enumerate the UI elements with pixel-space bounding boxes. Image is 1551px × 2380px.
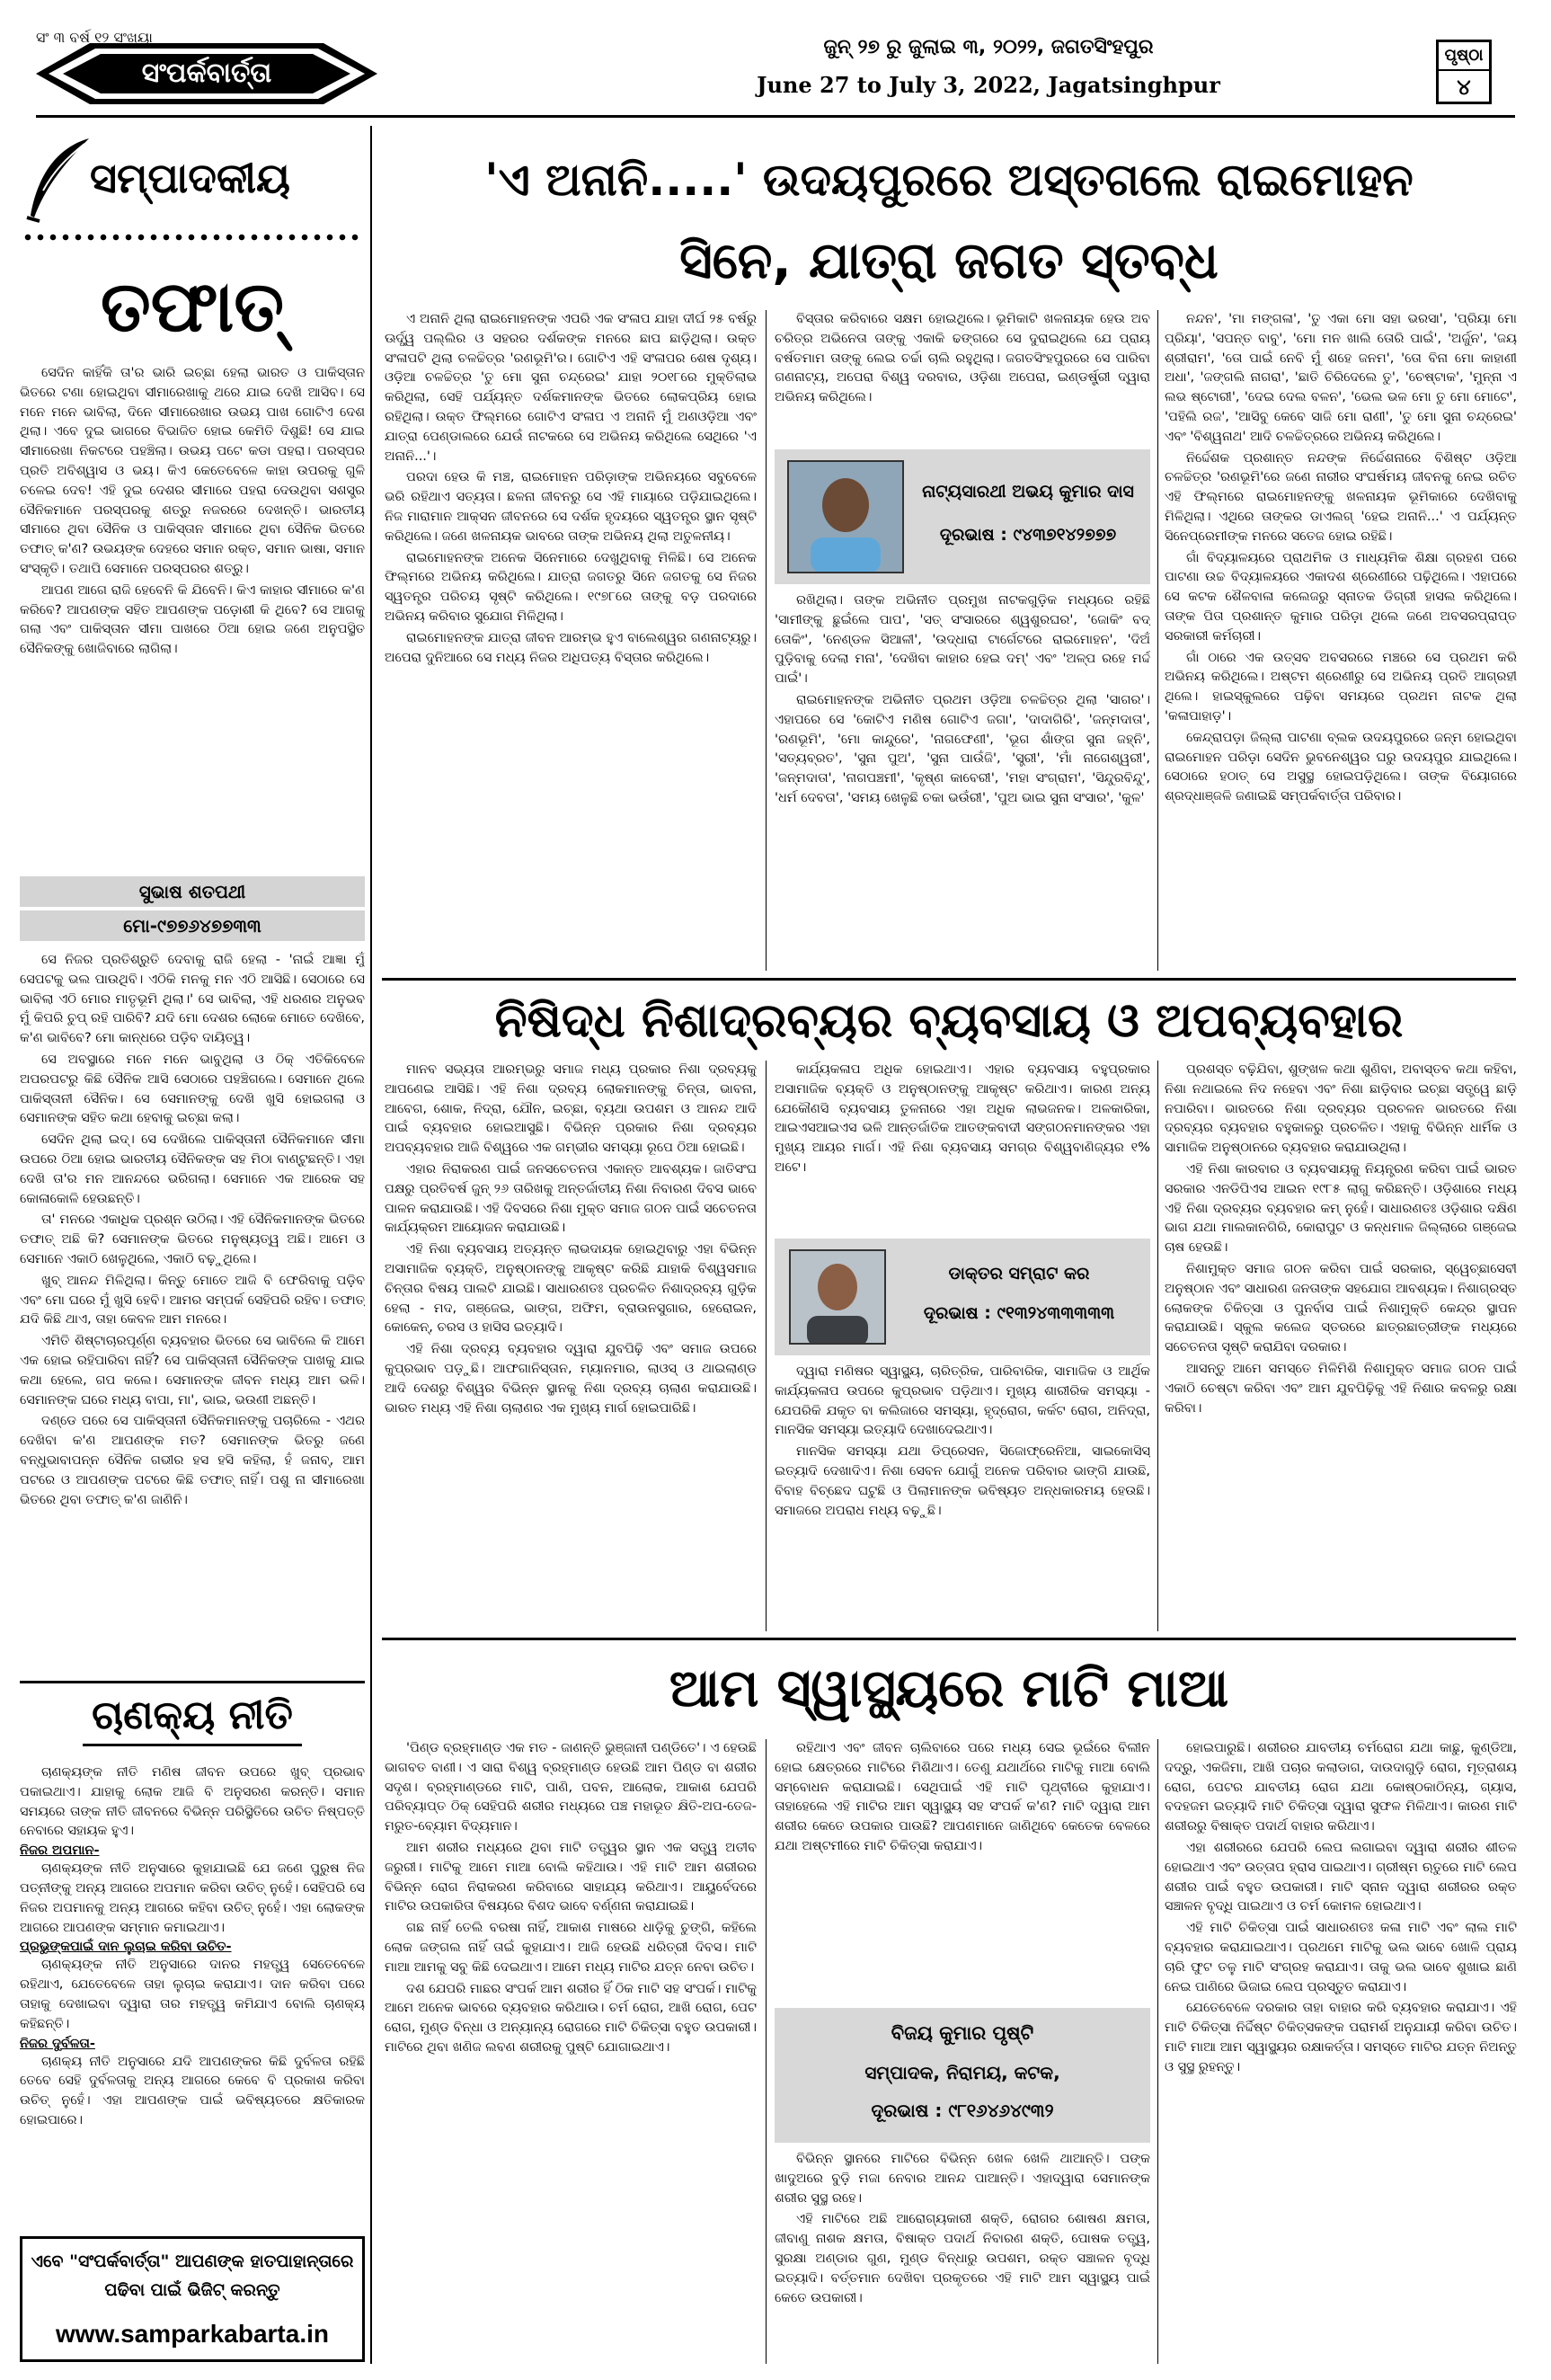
article1-headline-line2: ସିନେ, ଯାତ୍ରା ଜଗତ ସ୍ତବ୍ଧ: [679, 232, 1219, 290]
article1-column-2-top: [775, 310, 1150, 445]
issue-date-odia: ଜୁନ୍ ୨୭ ରୁ ଜୁଲାଇ ୩, ୨୦୨୨, ଜଗତସିଂହପୁର: [823, 36, 1154, 58]
issue-date-english: June 27 to July 3, 2022, Jagatsinghpur: [757, 72, 1220, 98]
article2-paragraph: ପ୍ରଶସ୍ତ ବଢ଼ିଯିବା, ଶୁଙ୍ଖଳ କଥା ଶୁଣିବା, ଅବାସ୍ତବ କଥା କହିବା, ନିଶା ନଥାଇଲେ ନିଦ ନହେବା ଏବଂ ନିଶା ଛାଡ଼ିବାର ଇଚ୍ଛା ସତ୍ତ୍ୱେ ଛାଡ଼ି ନପାରିବା। ଭାରତରେ ନିଶା ଦ୍ରବ୍ୟର ପ୍ରଚଳନ ଭାରତରେ ନିଶା ଦ୍ରବ୍ୟର ବ୍ୟବହାର ବହୁକାଳରୁ ପ୍ରଚଳିତ। ଏହାକୁ ବିଭିନ୍ନ ଧାର୍ମିକ ଓ ସାମାଜିକ ଅନୁଷ୍ଠାନରେ ବ୍ୟବହାର କରାଯାଉଥିଲା।: [1165, 1062, 1517, 1156]
article3-profile-box: [775, 2008, 1150, 2143]
chanakya-title: ଚାଣକ୍ୟ ନୀତି: [92, 1692, 293, 1738]
editorial-paragraph: ସେ ଅବସ୍ଥାରେ ମନେ ମନେ ଭାବୁଥିଲା ଓ ଠିକ୍ ଏତିକିବେଳେ ଅପରପଟରୁ କିଛି ସୈନିକ ଆସି ସେଠାରେ ପହଞ୍ଚିଗଲେ। ସେମାନେ ଥିଲେ ପାକିସ୍ତାନୀ ସୈନିକ। ସେ ସେମାନଙ୍କୁ ଦେଖି ଖୁସି ହୋଇଗଲା ଓ ସେମାନଙ୍କ ସହିତ କଥା ହେବାକୁ ଇଚ୍ଛା କଲା।: [20, 1052, 365, 1126]
article1-paragraph: ଏ ଅନାନି ଥିଲା ରାଇମୋହନଙ୍କ ଏପରି ଏକ ସଂଳାପ ଯାହା ଦୀର୍ଘ ୨୫ ବର୍ଷରୁ ଊର୍ଦ୍ଧ୍ୱ ପଲ୍ଲିର ଓ ସହରର ଦର୍ଶକଙ୍କ ମନରେ ଛାପ ଛାଡ଼ିଥିଲା। ଉକ୍ତ ସଂଳାପଟି ଥିଲା ଚଳଚ୍ଚିତ୍ର 'ରଣଭୂମି'ର। ଗୋଟିଏ ଏହି ସଂଳାପର ଶେଷ ଦୃଶ୍ୟ। ଓଡ଼ିଆ ଚଳଚ୍ଚିତ୍ର 'ତୁ ମୋ ସୁନା ଚନ୍ଦ୍ରେଇ' ଯାହା ୨୦୧୮ରେ ମୁକ୍ତିଲାଭ କରିଥିଲା, ସେହି ପର୍ଯ୍ୟନ୍ତ ଦର୍ଶକମାନଙ୍କ ଭିତରେ ଲୋକପ୍ରିୟ ହୋଇ ରହିଥିଲା। ଉକ୍ତ ଫିଲ୍ମରେ ଗୋଟିଏ ସଂଳାପ ଏ ଅନାନି ମୁଁ ଅଣଓଡ଼ିଆ ଏବଂ ଯାତ୍ରା ପେଣ୍ଡାଲରେ ଯେଉଁ ନାଟକରେ ସେ ଅଭିନୟ କରିଥିଲେ ସେଥିରେ 'ଏ ଅନାନି...'।: [385, 312, 757, 464]
profile1-name: ନାଟ୍ୟସାରଥୀ ଅଭୟ କୁମାର ଦାସ: [922, 482, 1134, 502]
editorial-paragraph: ସେଦିନ କାହିଁକି ତା'ର ଭାରି ଇଚ୍ଛା ହେଲା ଭାରତ ଓ ପାକିସ୍ତାନ ଭିତରେ ଟଣା ହୋଇଥିବା ସୀମାରେଖାକୁ ଥରେ ଯାଇ ଦେଖି ଆସିବ। ସେ ମନେ ମନେ ଭାବିଲା, ଦିନେ ସୀମାରେଖାର ଉଭୟ ପାଖ ଗୋଟିଏ ଦେଶ ଥିଲା। ଏବେ ଦୁଇ ଭାଗରେ ବିଭାଜିତ ହୋଇ କେମିତି ଦିଶୁଛି! ସେ ଯାଇ ସୀମାରେଖା ନିକଟରେ ପହଞ୍ଚିଲା। ଉଭୟ ପଟେ କଡା ପହରା। ପରସ୍ପର ପ୍ରତି ଅବିଶ୍ୱାସ ଓ ଭୟ। କିଏ କେତେବେଳେ କାହା ଉପରକୁ ଗୁଳି ଚଳେଇ ଦେବ! ଏହି ଦୁଇ ଦେଶର ସୀମାରେ ପହରା ଦେଉଥିବା ସଶସ୍ତ୍ର ସୈନିକମାନେ ପରସ୍ପରକୁ ଶତ୍ରୁ ନଜରରେ ଦେଖନ୍ତି। ଭାରତୀୟ ସୀମାରେ ଥିବା ସୈନିକ ଓ ପାକିସ୍ତାନ ସୀମାରେ ଥିବା ସୈନିକ ଭିତରେ ତଫାତ୍ କ'ଣ? ଉଭୟଙ୍କ ଦେହରେ ସମାନ ରକ୍ତ, ସମାନ ଭାଷା, ସମାନ ସଂସ୍କୃତି। ତଥାପି ସେମାନେ ପରସ୍ପରର ଶତ୍ରୁ।: [20, 366, 365, 576]
editorial-paragraph: ସେ ନିଜର ପ୍ରତିଶ୍ରୁତି ଦେବାକୁ ରାଜି ହେଲା - 'ନାଇଁ ଆଜ୍ଞା ମୁଁ ସେପଟକୁ ଭଲ ପାଉଥିବି। ଏଠିକି ମନକୁ ମନ ଏଠି ଆସିଛି। ସେଠାରେ ସେ ଭାବିଲା ଏଠି ମୋର ମାତୃଭୂମି ଥିଲା।' ସେ ଭାବିଲା, ଏହି ଧରଣର ଅନୁଭବ ମୁଁ କିପରି ଚୁପ୍ ରହି ପାରିବି? ଯଦି ମୋ ଦେଶର ଲୋକେ ମୋତେ ଦେଖିବେ, କ'ଣ ଭାବିବେ? ମୋ କାନ୍ଧରେ ପଡ଼ିବ ଦାୟିତ୍ୱ।: [20, 953, 365, 1046]
article2-column-2-top: [775, 1061, 1150, 1231]
profile2-phone: ଦୂରଭାଷ : ୯୧୩୨୪୩୩୩୩୩: [923, 1303, 1115, 1323]
chanakya-paragraph: ଚାଣକ୍ୟଙ୍କ ନୀତି ଅନୁସାରେ କୁହାଯାଇଛି ଯେ ଜଣେ ପୁରୁଷ ନିଜ ପତ୍ନୀଙ୍କୁ ଅନ୍ୟ ଆଗରେ ଅପମାନ କରିବା ଉଚିତ୍ ନୁହେଁ। ସେହିପରି ସେ ନିଜର ଅପମାନକୁ ଅନ୍ୟ ଆଗରେ କହିବା ଉଚିତ୍ ନୁହେଁ। ଏହା ଲୋକଙ୍କ ଆଗରେ ଆପଣଙ୍କ ସମ୍ମାନ କମାଇଥାଏ।: [20, 1861, 365, 1935]
article3-column-1: [385, 1739, 757, 2364]
masthead-rule: [36, 115, 1515, 118]
article2-paragraph: କାର୍ଯ୍ୟକଳାପ ଅଧିକ ହୋଇଥାଏ। ଏହାର ବ୍ୟବସାୟ ବହୁପ୍ରକାର ଅସାମାଜିକ ବ୍ୟକ୍ତି ଓ ଅନୁଷ୍ଠାନଙ୍କୁ ଆକୃଷ୍ଟ କରିଥାଏ। କାରଣ ଅନ୍ୟ ଯେକୌଣସି ବ୍ୟବସାୟ ତୁଳନାରେ ଏହା ଅଧିକ ଲାଭଜନକ। ଅଳକାରିକା, ଆଇଏସଆଇଏସ ଭଳି ଆନ୍ତର୍ଜାତିକ ଆତଙ୍କବାଦୀ ସଙ୍ଗଠନମାନଙ୍କର ଏହା ମୁଖ୍ୟ ଆୟର ମାର୍ଗ। ଏହି ନିଶା ବ୍ୟବସାୟ ସମଗ୍ର ବିଶ୍ୱବାଣିଜ୍ୟର ୧% ଅଟେ।: [775, 1062, 1150, 1175]
chanakya-paragraph: ଚାଣକ୍ୟଙ୍କ ନୀତି ମଣିଷ ଜୀବନ ଉପରେ ଖୁବ୍ ପ୍ରଭାବ ପକାଇଥାଏ। ଯାହାକୁ ଲୋକ ଆଜି ବି ଅନୁସରଣ କରନ୍ତି। ସମାନ ସମୟରେ ତାଙ୍କ ନୀତି ଜୀବନରେ ବିଭିନ୍ନ ପରିସ୍ଥିତିରେ ଉଚିତ ନିଷ୍ପତ୍ତି ନେବାରେ ସହାୟକ ହୁଏ।: [20, 1765, 365, 1839]
article1-paragraph: ନନ୍ଦନ', 'ମା ମଙ୍ଗଳା', 'ତୁ ଏକା ମୋ ସହା ଭରସା', 'ପ୍ରିୟା ମୋ ପ୍ରିୟା', 'ସପନ୍ତ ବାବୁ', 'ମୋ ମନ ଖାଲି ତୋରି ପାଇଁ', 'ଅର୍ଜୁନ', 'ଜୟ ଶ୍ରୀରାମ', 'ତୋ ପାଇଁ ନେବି ମୁଁ ଶହେ ଜନମ', 'ତୋ ବିନା ମୋ କାହାଣୀ ଅଧା', 'ଜଙ୍ଗଲି ନାଗରା', 'ଛାତି ଚିରିଦେଲେ ତୁ', 'ଚେଷ୍ଟାକ', 'ମୁନ୍ନା ଏ ଲଭ ଷ୍ଟୋରୀ', 'ଦେଇ ଦେଲ ବଳନ', 'ଭେଲ ଭଳ ମୋ ତୁ ମୋ ମୋଟେ', 'ପହିଲି ରଜ', 'ଆସିବୁ କେବେ ସାଜି ମୋ ରାଣୀ', 'ତୁ ମୋ ସୁନା ଚନ୍ଦ୍ରେଇ' ଏବଂ 'ବିଶ୍ୱନାଥ' ଆଦି ଚଳଚ୍ଚିତ୍ରରେ ଅଭିନୟ କରିଥିଲେ।: [1165, 312, 1517, 444]
editorial-author-phone: ମୋ-୯୭୭୬୪୭୭୩୩: [20, 910, 365, 941]
article3-headline: ଆମ ସ୍ୱାସ୍ଥ୍ୟରେ ମାଟି ମାଆ: [669, 1657, 1229, 1718]
person-photo-icon: [789, 462, 902, 572]
article2-column-3: [1165, 1061, 1517, 1631]
editorial-paragraph: ଏମିତି ଶିଷ୍ଟାଚାରପୂର୍ଣ୍ଣ ବ୍ୟବହାର ଭିତରେ ସେ ଭାବିଲେ କି ଆମେ ଏକ ହୋଇ ରହିପାରିବା ନାହିଁ? ସେ ପାକିସ୍ତାନୀ ସୈନିକଙ୍କ ପାଖକୁ ଯାଇ କଥା ହେଲେ, ଗପ କଲେ। ସେମାନଙ୍କ ଜୀବନ ମଧ୍ୟ ଆମ ଭଳି। ସେମାନଙ୍କ ଘରେ ମଧ୍ୟ ବାପା, ମା', ଭାଇ, ଭଉଣୀ ଅଛନ୍ତି।: [20, 1334, 365, 1408]
promo-line-2: ପଢିବା ପାଇଁ ଭିଜିଟ୍ କରନ୍ତୁ: [104, 2280, 280, 2300]
article3-paragraph: ଏହି ମାଟି ଚିକିତ୍ସା ପାଇଁ ସାଧାରଣତଃ କଳା ମାଟି ଏବଂ ଲାଲ ମାଟି ବ୍ୟବହାର କରାଯାଇଥାଏ। ପ୍ରଥମେ ମାଟିକୁ ଭଲ ଭାବେ ଖୋଳି ପ୍ରାୟ ଚାରି ଫୁଟ ତଳୁ ମାଟି ସଂଗ୍ରହ କରାଯାଏ। ତାକୁ ଭଲ ଭାବେ ଶୁଖାଇ ଛାଣି ନେଇ ପାଣିରେ ଭିଜାଇ ଲେପ ପ୍ରସ୍ତୁତ କରାଯାଏ।: [1165, 1921, 1517, 1994]
website-link[interactable]: www.samparkabarta.in: [56, 2320, 329, 2348]
article2-paragraph: ମାନସିକ ସମସ୍ୟା ଯଥା ଡିପ୍ରେସନ, ସିଜୋଫ୍ରେନିଆ, ସାଇକୋସିସ୍ ଇତ୍ୟାଦି ଦେଖାଦିଏ। ନିଶା ସେବନ ଯୋଗୁଁ ଅନେକ ପରିବାର ଭାଙ୍ଗି ଯାଉଛି, ବିବାହ ବିଚ୍ଛେଦ ଘଟୁଛି ଓ ପିଲାମାନଙ୍କ ଭବିଷ୍ୟତ ଅନ୍ଧକାରମୟ ହେଉଛି। ସମାଜରେ ଅପରାଧ ମଧ୍ୟ ବଢ଼ୁଛି।: [775, 1444, 1150, 1518]
editorial-body-bottom: [20, 951, 365, 1654]
page-number: ୪: [1457, 75, 1471, 100]
article2-paragraph: ଏହାର ନିରାକରଣ ପାଇଁ ଜନସଚେତନତା ଏକାନ୍ତ ଆବଶ୍ୟକ। ଜାତିସଂଘ ପକ୍ଷରୁ ପ୍ରତିବର୍ଷ ଜୁନ୍ ୨୬ ତାରିଖକୁ ଅନ୍ତର୍ଜାତୀୟ ନିଶା ନିବାରଣ ଦିବସ ଭାବେ ପାଳନ କରାଯାଉଛି। ଏହି ଦିବସରେ ନିଶା ମୁକ୍ତ ସମାଜ ଗଠନ ପାଇଁ ସଚେତନତା କାର୍ଯ୍ୟକ୍ରମ ଆୟୋଜନ କରାଯାଉଛି।: [385, 1161, 757, 1236]
profile-photo: [789, 1249, 886, 1345]
article3-paragraph: ଦଶ ଯେପରି ମାଛର ସଂପର୍କ ଆମ ଶରୀର ହିଁ ଠିକ ମାଟି ସହ ସଂପର୍କ। ମାଟିକୁ ଆମେ ଅନେକ ଭାବରେ ବ୍ୟବହାର କରିଥାଉ। ଚର୍ମ ରୋଗ, ଆଖି ରୋଗ, ପେଟ ରୋଗ, ମୁଣ୍ଡ ବିନ୍ଧା ଓ ଅନ୍ୟାନ୍ୟ ରୋଗରେ ମାଟି ଚିକିତ୍ସା ବହୁତ ଉପକାରୀ। ମାଟିରେ ଥିବା ଖଣିଜ ଲବଣ ଶରୀରକୁ ପୁଷ୍ଟି ଯୋଗାଇଥାଏ।: [385, 1981, 757, 2055]
article1-column-3: [1165, 310, 1517, 971]
article2-headline: ନିଷିଦ୍ଧ ନିଶାଦ୍ରବ୍ୟର ବ୍ୟବସାୟ ଓ ଅପବ୍ୟବହାର: [494, 994, 1404, 1048]
article2-column-1: [385, 1061, 757, 1631]
profile-photo: [787, 460, 904, 573]
masthead-logo-text: ସଂପର୍କବାର୍ତ୍ତା: [141, 58, 272, 89]
dotted-divider: [22, 234, 363, 241]
article3-paragraph: ରହିଥାଏ ଏବଂ ଜୀବନ ଚାଲିବାରେ ପରେ ମଧ୍ୟ ସେଇ ଭୂଇଁରେ ବିଲୀନ ହୋଇ କ୍ଷେତ୍ରରେ ମାଟିରେ ମିଶିଥାଏ। ତେଣୁ ଯଥାର୍ଥରେ ମାଟିକୁ ମାଆ ବୋଲି ସମ୍ବୋଧନ କରାଯାଇଛି। ସେଥିପାଇଁ ଏହି ମାଟି ପୃଥ୍ବୀରେ କୁହାଯାଏ। ତାହାହେଲେ ଏହି ମାଟିର ଆମ ସ୍ୱାସ୍ଥ୍ୟ ସହ ସଂପର୍କ କ'ଣ? ମାଟି ଦ୍ୱାରା ଆମ ଶରୀର କେତେ ଉପକାର ପାଉଛି? ଆପଣମାନେ ଜାଣିଥିବେ କେତେକ ବେଳରେ ଯଥା ଅଷ୍ଟମୀରେ ମାଟି ଚିକିତ୍ସା କରାଯାଏ।: [775, 1741, 1150, 1853]
chanakya-paragraph: ଚାଣକ୍ୟଙ୍କ ନୀତି ଅନୁସାରେ ଦାନର ମହତ୍ତ୍ୱ ସେତେବେଳେ ରହିଥାଏ, ଯେତେବେଳେ ତାହା ଲୁଚାଇ କରାଯାଏ। ଦାନ କରିବା ପରେ ତାହାକୁ ଦେଖାଇବା ଦ୍ୱାରା ତାର ମହତ୍ତ୍ୱ କମିଯାଏ ବୋଲି ଚାଣକ୍ୟ କହିଛନ୍ତି।: [20, 1958, 365, 2031]
profile3-title: ସମ୍ପାଦକ, ନିରାମୟ, କଟକ,: [864, 2062, 1060, 2083]
chanakya-title-box: [20, 1672, 365, 1753]
profile3-phone: ଦୂରଭାଷ : ୯୮୧୬୪୬୪୯୩୨: [871, 2100, 1054, 2121]
article1-paragraph: ରାଇମୋହନଙ୍କ ଯାତ୍ରା ଜୀବନ ଆରମ୍ଭ ହୁଏ ବାଲେଶ୍ୱର ଗଣନାଟ୍ୟରୁ। ଅପେରା ଦୁନିଆରେ ସେ ମଧ୍ୟ ନିଜର ଅଧିପତ୍ୟ ବିସ୍ତାର କରିଥିଲେ।: [385, 630, 757, 665]
article3-paragraph: ଗଛ ନାହିଁ ତେଲି ବରଷା ନାହିଁ, ଆକାଶ ମାଷରେ ଧାଡ଼ିକୁ ଚୁଙ୍ଗି, କହିଲେ ଲୋକ ଜଙ୍ଗଲ ନାହିଁ ତାଇଁ କୁହାଯାଏ। ଆଜି ହେଉଛି ଧରିତ୍ରୀ ଦିବସ। ମାଟି ମାଆ ଆମକୁ ସବୁ କିଛି ଦେଇଥାଏ। ଆମେ ମଧ୍ୟ ମାଟିର ଯତ୍ନ ନେବା ଉଚିତ।: [385, 1921, 757, 1975]
left-column-divider: [370, 126, 372, 2364]
article1-paragraph: ଗାଁ ଠାରେ ଏକ ଉତ୍ସବ ଅବସରରେ ମଞ୍ଚରେ ସେ ପ୍ରଥମ କରି ଅଭିନୟ କରିଥିଲେ। ଅଷ୍ଟମ ଶ୍ରେଣୀରୁ ସେ ଅଭିନୟ ପ୍ରତି ଆଗ୍ରହୀ ଥିଲେ। ହାଇସ୍କୁଲରେ ପଢ଼ିବା ସମୟରେ ପ୍ରଥମ ନାଟକ ଥିଲା 'କଳାପାହାଡ଼'।: [1165, 650, 1517, 724]
website-promo-box: [20, 2236, 365, 2362]
editorial-paragraph: ତା' ମନରେ ଏକାଧିକ ପ୍ରଶ୍ନ ଉଠିଲା। ଏହି ସୈନିକମାନଙ୍କ ଭିତରେ ତଫାତ୍ ଅଛି କି? ସେମାନଙ୍କ ଭିତରେ ମନୁଷ୍ୟତ୍ୱ ଅଛି। ଆମେ ଓ ସେମାନେ ଏକାଠି ଖେଳୁଥିଲେ, ଏକାଠି ବଢ଼ୁଥିଲେ।: [20, 1212, 365, 1266]
article1-paragraph: ପରଦା ହେଉ କି ମଞ୍ଚ, ରାଇମୋହନ ପରିଡ଼ାଙ୍କ ଅଭିନୟରେ ସବୁବେଳେ ଭରି ରହିଥାଏ ସତ୍ୟତା। ଛଳନା ଜୀବନରୁ ସେ ଏହି ମାୟାରେ ପଡ଼ିଯାଇଥିଲେ। ନିଜ ମାରାମାନ ଆକ୍ସନ ଜୀବନରେ ସେ ଦର୍ଶକ ହୃଦୟରେ ସ୍ୱତନ୍ତ୍ର ସ୍ଥାନ ସୃଷ୍ଟି କରିଥିଲେ। ଜଣେ ଖଳନାୟକ ଭାବରେ ତାଙ୍କ ଅଭିନୟ ଥିଲା ଅତୁଳନୀୟ।: [385, 470, 757, 544]
editorial-body-top: [20, 364, 365, 867]
article3-paragraph: ଯେତେବେଳେ ଦରକାର ତାହା ବାହାର କରି ବ୍ୟବହାର କରାଯାଏ। ଏହି ମାଟି ଚିକିତ୍ସା ନିର୍ଦ୍ଦିଷ୍ଟ ଚିକିତ୍ସକଙ୍କ ପରାମର୍ଶ ଅନୁଯାୟୀ କରିବା ଉଚିତ। ମାଟି ମାଆ ଆମ ସ୍ୱାସ୍ଥ୍ୟର ରକ୍ଷାକର୍ତ୍ତା। ସମସ୍ତେ ମାଟିର ଯତ୍ନ ନିଅନ୍ତୁ ଓ ସୁସ୍ଥ ରୁହନ୍ତୁ।: [1165, 2001, 1517, 2074]
article3-column-3: [1165, 1739, 1517, 2364]
article3-paragraph: ଏହା ଶରୀରରେ ଯେପରି ଲେପ ଲଗାଇବା ଦ୍ୱାରା ଶରୀର ଶୀତଳ ହୋଇଥାଏ ଏବଂ ଉତ୍ତାପ ହ୍ରାସ ପାଇଥାଏ। ଗ୍ରୀଷ୍ମ ଋତୁରେ ମାଟି ଲେପ ଶରୀର ପାଇଁ ବହୁତ ଉପକାରୀ। ମାଟି ସ୍ନାନ ଦ୍ୱାରା ଶରୀରର ରକ୍ତ ସଞ୍ଚାଳନ ବୃଦ୍ଧି ପାଇଥାଏ ଓ ଚର୍ମ କୋମଳ ହୋଇଥାଏ।: [1165, 1840, 1517, 1914]
article1-paragraph: ରଖିଥିଲା। ତାଙ୍କ ଅଭିନୀତ ପ୍ରମୁଖ ନାଟକଗୁଡ଼ିକ ମଧ୍ୟରେ ରହିଛି 'ସାମୀଙ୍କୁ ଛୁଇଁଲେ ପାପ', 'ସତ୍ ସଂସାରରେ ଶ୍ୱଶୁରଘର', 'ଜୋକିଂ ବଦ୍ ତୋକିଂ', 'ନେଣ୍ଡଳ ସିଆଳୀ', 'ଉଦ୍ଧାରା ଟାର୍ଗେଟରେ ରାଇମୋହନ', 'ଦିଅଁ ପୁଡ଼ିବାକୁ ଦେଲା ମନା', 'ଦେଖିବା କାହାର ହେଇ ଦମ୍' ଏବଂ 'ଅଳ୍ପ ରହେ ମର୍ଦ୍ଦ ପାଇଁ'।: [775, 593, 1150, 687]
chanakya-body: [20, 1763, 365, 2222]
article1-column-1: [385, 310, 757, 971]
editorial-paragraph: ସେଦିନ ଥିଲା ଇଦ୍। ସେ ଦେଖିଲେ ପାକିସ୍ତାନୀ ସୈନିକମାନେ ସୀମା ଉପରେ ଠିଆ ହୋଇ ଭାରତୀୟ ସୈନିକଙ୍କ ସହ ମିଠା ବାଣ୍ଟୁଛନ୍ତି। ଏହା ଦେଖି ତା'ର ମନ ଆନନ୍ଦରେ ଭରିଗଲା। ସେମାନେ ଏକ ଆରେକ ସହ କୋଳାକୋଳି ହେଉଛନ୍ତି।: [20, 1132, 365, 1206]
profile2-name: ଡାକ୍ତର ସମ୍ରାଟ କର: [948, 1264, 1090, 1283]
article3-paragraph: ଆମ ଶରୀର ମଧ୍ୟରେ ଥିବା ମାଟି ତତ୍ତ୍ୱର ସ୍ଥାନ ଏକ ସତ୍ତ୍ୱ ଅତୀବ ଜରୁରୀ। ମାଟିକୁ ଆମେ ମାଆ ବୋଲି କହିଥାଉ। ଏହି ମାଟି ଆମ ଶରୀରର ବିଭିନ୍ନ ରୋଗ ନିରାକରଣ କରିବାରେ ସାହାଯ୍ୟ କରିଥାଏ। ଆୟୁର୍ବେଦରେ ମାଟିର ଉପକାରିତା ବିଷୟରେ ବିଶଦ ଭାବେ ବର୍ଣ୍ଣନା କରାଯାଇଛି।: [385, 1840, 757, 1914]
article3-paragraph: ହୋଇପାରୁଛି। ଶରୀରର ଯାବତୀୟ ଚର୍ମରୋଗ ଯଥା କାଛୁ, କୁଣ୍ଡିଆ, ଦଦ୍ରୁ, ଏକଜିମା, ଆଖି ପଚାର କଲାଡାଗ, ଦାଉଦାଗୁଡ଼ି ରୋଗ, ମୂତ୍ରାଶୟ ରୋଗ, ପେଟର ଯାବତୀୟ ରୋଗ ଯଥା କୋଷ୍ଠକାଠିନ୍ୟ, ଗ୍ୟାସ, ବଦହଜମ ଇତ୍ୟାଦି ମାଟି ଚିକିତ୍ସା ଦ୍ୱାରା ସୁଫଳ ମିଳିଥାଏ। କାରଣ ମାଟି ଶରୀରରୁ ବିଷାକ୍ତ ପଦାର୍ଥ ବାହାର କରିଥାଏ।: [1165, 1741, 1517, 1834]
promo-line-1: ଏବେ "ସଂପର୍କବାର୍ତ୍ତା" ଆପଣଙ୍କ ହାତପାହାନ୍ତାରେ: [31, 2251, 354, 2271]
article1-headline-line1: 'ଏ ଅନାନି.....' ଉଦୟପୁରରେ ଅସ୍ତଗଲେ ରାଇମୋହନ: [484, 154, 1414, 206]
article3-paragraph: 'ପିଣ୍ଡ ବ୍ରହ୍ମାଣ୍ଡ ଏକ ମତ - ଜାଣନ୍ତି ଭୁଞ୍ଜାନୀ ପଣ୍ଡିତେ'। ଏ ହେଉଛି ଭାଗବତ ବାଣୀ। ଏ ସାରା ବିଶ୍ୱ ବ୍ରହ୍ମାଣ୍ଡ ହେଉଛି ଆମ ପିଣ୍ଡ ବା ଶରୀର ସଦୃଶ। ବ୍ରହ୍ମାଣ୍ଡରେ ମାଟି, ପାଣି, ପବନ, ଆଲୋକ, ଆକାଶ ଯେପରି ପରିବ୍ୟାପ୍ତ ଠିକ୍ ସେହିପରି ଶରୀର ମଧ୍ୟରେ ପଞ୍ଚ ମହାଭୂତ କ୍ଷିତି-ଅପ-ତେଜ-ମରୁତ-ବ୍ୟୋମ ବିଦ୍ୟମାନ।: [385, 1741, 757, 1834]
article2-paragraph: ମାନବ ସଭ୍ୟତା ଆରମ୍ଭରୁ ସମାଜ ମଧ୍ୟ ପ୍ରକାର ନିଶା ଦ୍ରବ୍ୟକୁ ଆପଣେଇ ଆସିଛି। ଏହି ନିଶା ଦ୍ରବ୍ୟ ଲୋକମାନଙ୍କୁ ଚିନ୍ତା, ଭାବନା, ଆବେଗ, ଶୋକ, ନିଦ୍ରା, ଯୌନ, ଇଚ୍ଛା, ବ୍ୟଥା ଉପଶମ ଓ ଆନନ୍ଦ ଆଦି ପାଇଁ ବ୍ୟବହାର ହୋଇଆସୁଛି। ବିଭିନ୍ନ ପ୍ରକାର ନିଶା ଦ୍ରବ୍ୟର ଅପବ୍ୟବହାର ଆଜି ବିଶ୍ୱରେ ଏକ ଗମ୍ଭୀର ସମସ୍ୟା ରୂପେ ଠିଆ ହୋଇଛି।: [385, 1062, 757, 1156]
article1-profile-box: [775, 449, 1150, 584]
article3-column-2-bottom: [775, 2150, 1150, 2364]
article1-paragraph: ନିର୍ଦ୍ଦେଶକ ପ୍ରଶାନ୍ତ ନନ୍ଦଙ୍କ ନିର୍ଦ୍ଦେଶନାରେ ବିଶିଷ୍ଟ ଓଡ଼ିଆ ଚଳଚ୍ଚିତ୍ର 'ରଣଭୂମି'ରେ ଜଣେ ନାରୀର ସଂଘର୍ଷମୟ ଜୀବନକୁ ନେଇ ରଚିତ ଏହି ଫିଲ୍ମରେ ରାଇମୋହନଙ୍କୁ ଖଳନାୟକ ଭୂମିକାରେ ଦେଖିବାକୁ ମିଳିଥିଲା। ଏଥିରେ ତାଙ୍କର ଡାଏଲଗ୍ 'ହେଇ ଅନାନି...' ଏ ପର୍ଯ୍ୟନ୍ତ ସିନେପ୍ରେମୀଙ୍କ ମନରେ ସତେଜ ହୋଇ ରହିଛି।: [1165, 450, 1517, 544]
person-photo-icon: [791, 1251, 884, 1343]
article3-paragraph: ଏହି ମାଟିରେ ଅଛି ଆରୋଗ୍ୟକାରୀ ଶକ୍ତି, ରୋଗର ଶୋଷଣ କ୍ଷମତା, ଜୀବାଣୁ ନାଶକ କ୍ଷମତା, ବିଷାକ୍ତ ପଦାର୍ଥ ନିବାରଣ ଶକ୍ତି, ପୋଷକ ତତ୍ତ୍ୱ, ସୁରକ୍ଷା ଅଣ୍ଡାର ଗୁଣ, ମୁଣ୍ଡ ବିନ୍ଧାରୁ ଉପଶମ, ରକ୍ତ ସଞ୍ଚାଳନ ବୃଦ୍ଧି ଇତ୍ୟାଦି। ବର୍ତ୍ତମାନ ଦେଖିବା ପ୍ରକୃତରେ ଏହି ମାଟି ଆମ ସ୍ୱାସ୍ଥ୍ୟ ପାଇଁ କେତେ ଉପକାରୀ।: [775, 2212, 1150, 2305]
article1-paragraph: ବିସ୍ତାର କରିବାରେ ସକ୍ଷମ ହୋଇଥିଲେ। ଭୂମିକାଟି ଖଳନାୟକ ହେଉ ଅବ ଚରିତ୍ର ଅଭିନେତା ତାଙ୍କୁ ଏକାକି ଢଙ୍ଗରେ ସେ ଦୁରାଇଥିଲେ ଯେ ପ୍ରାୟ ବର୍ଷତମାମ ତାଙ୍କୁ ଲେଇ ଚର୍ଚ୍ଚା ଚାଲି ରହୁଥିଲା। ଜଗତସିଂହପୁରରେ ସେ ପାରିବା ଗଣନାଟ୍ୟ, ଅପେରା ବିଶ୍ୱ ଦରବାର, ଓଡ଼ିଶା ଅପେରା, ଇଣ୍ଡର୍ଷ୍ଟ୍ରୀ ଦ୍ୱାରା ଅଭିନୟ କରିଥିଲେ।: [775, 312, 1150, 405]
chanakya-subhead: ନିଜର ଦୁର୍ବଳତା-: [20, 2036, 95, 2051]
article2-profile-box: [775, 1239, 1150, 1355]
page-label: ପୃଷ୍ଠା: [1439, 42, 1489, 71]
article2-paragraph: ଏହି ନିଶା କାରବାର ଓ ବ୍ୟବସାୟକୁ ନିୟନ୍ତ୍ରଣ କରିବା ପାଇଁ ଭାରତ ସରକାର ଏନଡିପିଏସ ଆଇନ ୧୯୮୫ ଲାଗୁ କରିଛନ୍ତି। ଓଡ଼ିଶାରେ ମଧ୍ୟ ଏହି ନିଶା ଦ୍ରବ୍ୟର ବ୍ୟବହାର କମ୍ ନୁହେଁ। ସାଧାରଣତଃ ଓଡ଼ିଶାର ଦକ୍ଷିଣ ଭାଗ ଯଥା ମାଲକାନଗିରି, କୋରାପୁଟ ଓ କନ୍ଧମାଳ ଜିଲ୍ଲାରେ ଗଞ୍ଜେଇ ଚାଷ ହେଉଛି।: [1165, 1161, 1517, 1256]
article2-paragraph: ନିଶାମୁକ୍ତ ସମାଜ ଗଠନ କରିବା ପାଇଁ ସରକାର, ସ୍ୱେଚ୍ଛାସେବୀ ଅନୁଷ୍ଠାନ ଏବଂ ସାଧାରଣ ଜନତାଙ୍କ ସହଯୋଗ ଆବଶ୍ୟକ। ନିଶାଗ୍ରସ୍ତ ଲୋକଙ୍କ ଚିକିତ୍ସା ଓ ପୁନର୍ବାସ ପାଇଁ ନିଶାମୁକ୍ତି କେନ୍ଦ୍ର ସ୍ଥାପନ କରାଯାଉଛି। ସ୍କୁଲ କଲେଜ ସ୍ତରରେ ଛାତ୍ରଛାତ୍ରୀଙ୍କ ମଧ୍ୟରେ ସଚେତନତା ସୃଷ୍ଟି କରାଯିବା ଦରକାର।: [1165, 1261, 1517, 1355]
editorial-paragraph: ଆପଣ ଆଗେ ରାଜି ହେବେନି କି ଯିବେନି। କିଏ କାହାର ସୀମାରେ କ'ଣ କରିବେ? ଆପଣଙ୍କ ସହିତ ଆପଣଙ୍କ ପଡ଼ୋଶୀ କି ଥିବେ? ସେ ଆଗକୁ ଗଲା ଏବଂ ପାକିସ୍ତାନ ସୀମା ପାଖରେ ଠିଆ ହୋଇ ଜଣେ ଅନୁପସ୍ଥିତ ସୈନିକଙ୍କୁ ଖୋଜିବାରେ ଲାଗିଲା।: [20, 582, 365, 657]
page-number-box: [1436, 40, 1492, 104]
profile1-phone: ଦୂରଭାଷ : ୯୪୩୭୧୪୨୭୭୭: [939, 525, 1117, 545]
chanakya-paragraph: ଚାଣକ୍ୟ ନୀତି ଅନୁସାରେ ଯଦି ଆପଣଙ୍କର କିଛି ଦୁର୍ବଳତା ରହିଛି ତେବେ ସେହି ଦୁର୍ବଳତାକୁ ଅନ୍ୟ ଆଗରେ କେବେ ବି ପ୍ରକାଶ କରିବା ଉଚିତ୍ ନୁହେଁ। ଏହା ଆପଣଙ୍କ ପାଇଁ ଭବିଷ୍ୟତରେ କ୍ଷତିକାରକ ହୋଇପାରେ।: [20, 2054, 365, 2127]
chanakya-subhead: ପ୍ରଭୁଙ୍କପାଇଁ ଦାନ ଲୁଚାଇ କରିବା ଉଚିତ-: [20, 1940, 232, 1955]
editorial-section-label: ସମ୍ପାଦକୀୟ: [90, 154, 290, 202]
chanakya-subhead: ନିଜର ଅପମାନ-: [20, 1843, 100, 1859]
masthead-tagline: ସଂ ୩ ବର୍ଷ ୧୨ ସଂଖ୍ୟା: [36, 29, 153, 46]
article1-paragraph: କେନ୍ଦ୍ରାପଡ଼ା ଜିଲ୍ଲା ପାଟଣା ବ୍ଲକ ଉଦୟପୁରରେ ଜନ୍ମ ହୋଇଥିବା ରାଇମୋହନ ପରିଡ଼ା ସେଦିନ ଭୁବନେଶ୍ୱର ଘରୁ ଉଦୟପୁର ଯାଇଥିଲେ। ସେଠାରେ ହଠାତ୍ ସେ ଅସୁସ୍ଥ ହୋଇପଡ଼ିଥିଲେ। ତାଙ୍କ ବିୟୋଗରେ ଶ୍ରଦ୍ଧାଞ୍ଜଳି ଜଣାଇଛି ସମ୍ପର୍କବାର୍ତ୍ତା ପରିବାର।: [1165, 730, 1517, 804]
article2-paragraph: ଏହି ନିଶା ଦ୍ରବ୍ୟ ବ୍ୟବହାର ଦ୍ୱାରା ଯୁବପିଢ଼ି ଏବଂ ସମାଜ ଉପରେ କୁପ୍ରଭାବ ପଡ଼ୁଛି। ଆଫଗାନିସ୍ତାନ, ମ୍ୟାନମାର, ଲାଓସ୍ ଓ ଥାଇଲାଣ୍ଡ ଆଦି ଦେଶରୁ ବିଶ୍ୱର ବିଭିନ୍ନ ସ୍ଥାନକୁ ନିଶା ଦ୍ରବ୍ୟ ଚାଲାଣ କରାଯାଉଛି। ଭାରତ ମଧ୍ୟ ଏହି ନିଶା ଚାଲାଣର ଏକ ମୁଖ୍ୟ ମାର୍ଗ ହୋଇପାରିଛି।: [385, 1342, 757, 1416]
article1-paragraph: ରାଇମୋହନଙ୍କ ଅନେକ ସିନେମାରେ ଦେଖୁଥିବାକୁ ମିଳିଛି। ସେ ଅନେକ ଫିଲ୍ମରେ ଅଭିନୟ କରିଥିଲେ। ଯାତ୍ରା ଜଗତରୁ ସିନେ ଜଗତକୁ ସେ ନିଜର ସ୍ୱତନ୍ତ୍ର ପରିଚୟ ସୃଷ୍ଟି କରିଥିଲେ। ୧୯୭୮ରେ ତାଙ୍କୁ ବଡ଼ ପରଦାରେ ଅଭିନୟ କରିବାର ସୁଯୋଗ ମିଳିଥିଲା।: [385, 550, 757, 624]
profile3-name: ବିଜୟ କୁମାର ପୃଷ୍ଟି: [891, 2022, 1034, 2044]
article2-paragraph: ଏହି ନିଶା ବ୍ୟବସାୟ ଅତ୍ୟନ୍ତ ଲାଭଦାୟକ ହୋଇଥିବାରୁ ଏହା ବିଭିନ୍ନ ଅସାମାଜିକ ବ୍ୟକ୍ତି, ଅନୁଷ୍ଠାନଙ୍କୁ ଆକୃଷ୍ଟ କରିଛି ଯାହାକି ବିଶ୍ୱସମାଜ ଚିନ୍ତାର ବିଷୟ ପାଲଟି ଯାଇଛି। ସାଧାରଣତଃ ପ୍ରଚଳିତ ନିଶାଦ୍ରବ୍ୟ ଗୁଡ଼ିକ ହେଲା - ମଦ, ଗଞ୍ଜେଇ, ଭାଙ୍ଗ, ଅଫିମ, ବ୍ରାଉନସୁଗାର, ହେରୋଇନ, କୋକେନ୍, ଚରସ ଓ ହାସିସ ଇତ୍ୟାଦି।: [385, 1242, 757, 1336]
editorial-paragraph: ଖୁବ୍ ଆନନ୍ଦ ମିଳିଥିଲା। କିନ୍ତୁ ମୋତେ ଆଜି ବି ଫେରିବାକୁ ପଡ଼ିବ ଏବଂ ମୋ ଘରେ ମୁଁ ଖୁସି ହେବି। ଆମର ସମ୍ପର୍କ ସେହିପରି ରହିବ। ତଫାତ୍ ଯଦି କିଛି ଥାଏ, ତାହା କେବଳ ଆମ ମନରେ।: [20, 1273, 365, 1328]
editorial-title: ତଫାତ୍: [101, 267, 284, 348]
article1-paragraph: ରାଇମୋହନଙ୍କ ଅଭିନୀତ ପ୍ରଥମ ଓଡ଼ିଆ ଚଳଚ୍ଚିତ୍ର ଥିଲା 'ସାଗର'। ଏହାପରେ ସେ 'କୋଟିଏ ମଣିଷ ଗୋଟିଏ ଜଗା', 'ଦାଦାଗିରି', 'ଜନ୍ମଦାତା', 'ରଣଭୂମି', 'ମୋ କାନ୍ଦୁରେ', 'ନାଗଫେଣୀ', 'ଭୂଗ ଶାଁଙ୍ଗ ସୁନା ଜହ୍ନି', 'ସତ୍ୟବ୍ରତ', 'ସୁନା ପୁଅ', 'ସୁନା ପାଉଁଜି', 'ସ୍ତ୍ରୀ', 'ମାଁ ନାଗେଶ୍ୱରୀ', 'ଜନ୍ମଦାତା', 'ନାଗପଞ୍ଚମୀ', 'କୃଷ୍ଣ କାବେରୀ', 'ମହା ସଂଗ୍ରାମ', 'ସିନ୍ଦୁରବିନ୍ଦୁ', 'ଧର୍ମ ଦେବତା', 'ସମୟ ଖେଳୁଛି ଚକା ଭଉଁରୀ', 'ପୁଅ ଭାଇ ସୁନା ସଂସାର', 'କୁଳ': [775, 692, 1150, 805]
article3-paragraph: ବିଭିନ୍ନ ସ୍ଥାନରେ ମାଟିରେ ବିଭିନ୍ନ ଖେଳ ଖେଳି ଥାଆନ୍ତି। ପଙ୍କ ଖାଦୁଅରେ ବୁଡ଼ି ମଜା ନେବାର ଆନନ୍ଦ ପାଆନ୍ତି। ଏହାଦ୍ୱାରା ସେମାନଙ୍କ ଶରୀର ସୁସ୍ଥ ରହେ।: [775, 2152, 1150, 2206]
masthead-logo: [36, 27, 377, 110]
editorial-paragraph: ଦଣ୍ଡେ ପରେ ସେ ପାକିସ୍ତାନୀ ସୈନିକମାନଙ୍କୁ ପଚାରିଲେ - ଏଥର ଦେଖିବା କ'ଣ ଆପଣଙ୍କ ମତ? ସେମାନଙ୍କ ଭିତରୁ ଜଣେ ବନ୍ଧୁଭାବାପନ୍ନ ସୈନିକ ଗଭୀର ହସ ହସି କହିଲା, ହଁ ଜନାବ୍, ଆମ ପଟରେ ଓ ଆପଣଙ୍କ ପଟରେ କିଛି ତଫାତ୍ ନାହିଁ। ପଶୁ ନା ସୀମାରେଖା ଭିତରେ ଥିବା ତଫାତ୍ କ'ଣ ଜାଣିନି।: [20, 1414, 365, 1507]
article2-column-2-bottom: [775, 1363, 1150, 1632]
article3-column-2-top: [775, 1739, 1150, 2000]
article2-paragraph: ଆସନ୍ତୁ ଆମେ ସମସ୍ତେ ମିଳିମିଶି ନିଶାମୁକ୍ତ ସମାଜ ଗଠନ ପାଇଁ ଏକାଠି ଚେଷ୍ଟା କରିବା ଏବଂ ଆମ ଯୁବପିଢ଼ିକୁ ଏହି ନିଶାର କବଳରୁ ରକ୍ଷା କରିବା।: [1165, 1361, 1517, 1416]
article1-column-2-bottom: [775, 591, 1150, 971]
article2-paragraph: ଦ୍ୱାରା ମଣିଷର ସ୍ୱାସ୍ଥ୍ୟ, ଚାରିତ୍ରିକ, ପାରିବାରିକ, ସାମାଜିକ ଓ ଆର୍ଥିକ କାର୍ଯ୍ୟକଳାପ ଉପରେ କୁପ୍ରଭାବ ପଡ଼ିଥାଏ। ମୁଖ୍ୟ ଶାରୀରିକ ସମସ୍ୟା - ଯେପରିକି ଯକୃତ ବା କଲିଜାରେ ସମସ୍ୟା, ହୃଦ୍ରୋଗ, କର୍କଟ ରୋଗ, ଅନିଦ୍ରା, ମାନସିକ ସମସ୍ୟା ଇତ୍ୟାଦି ଦେଖାଦେଇଥାଏ।: [775, 1364, 1150, 1438]
editorial-author-name: ସୁଭାଷ ଶତପଥୀ: [20, 876, 365, 907]
quill-pen-icon: [22, 135, 93, 225]
article1-paragraph: ଗାଁ ବିଦ୍ୟାଳୟରେ ପ୍ରାଥମିକ ଓ ମାଧ୍ୟମିକ ଶିକ୍ଷା ଗ୍ରହଣ ପରେ ପାଟଣା ଉଚ୍ଚ ବିଦ୍ୟାଳୟରେ ଏକାଦଶ ଶ୍ରେଣୀରେ ପଢ଼ିଥିଲେ। ଏହାପରେ ସେ କଟକ ଶୈଳବାଳା କଲେଜରୁ ସ୍ନାତକ ଡିଗ୍ରୀ ହାସଲ କରିଥିଲେ। ତାଙ୍କ ପିତା ପ୍ରଶାନ୍ତ କୁମାର ପରିଡ଼ା ଥିଲେ ଜଣେ ଅବସରପ୍ରାପ୍ତ ସରକାରୀ କର୍ମଚାରୀ।: [1165, 550, 1517, 644]
